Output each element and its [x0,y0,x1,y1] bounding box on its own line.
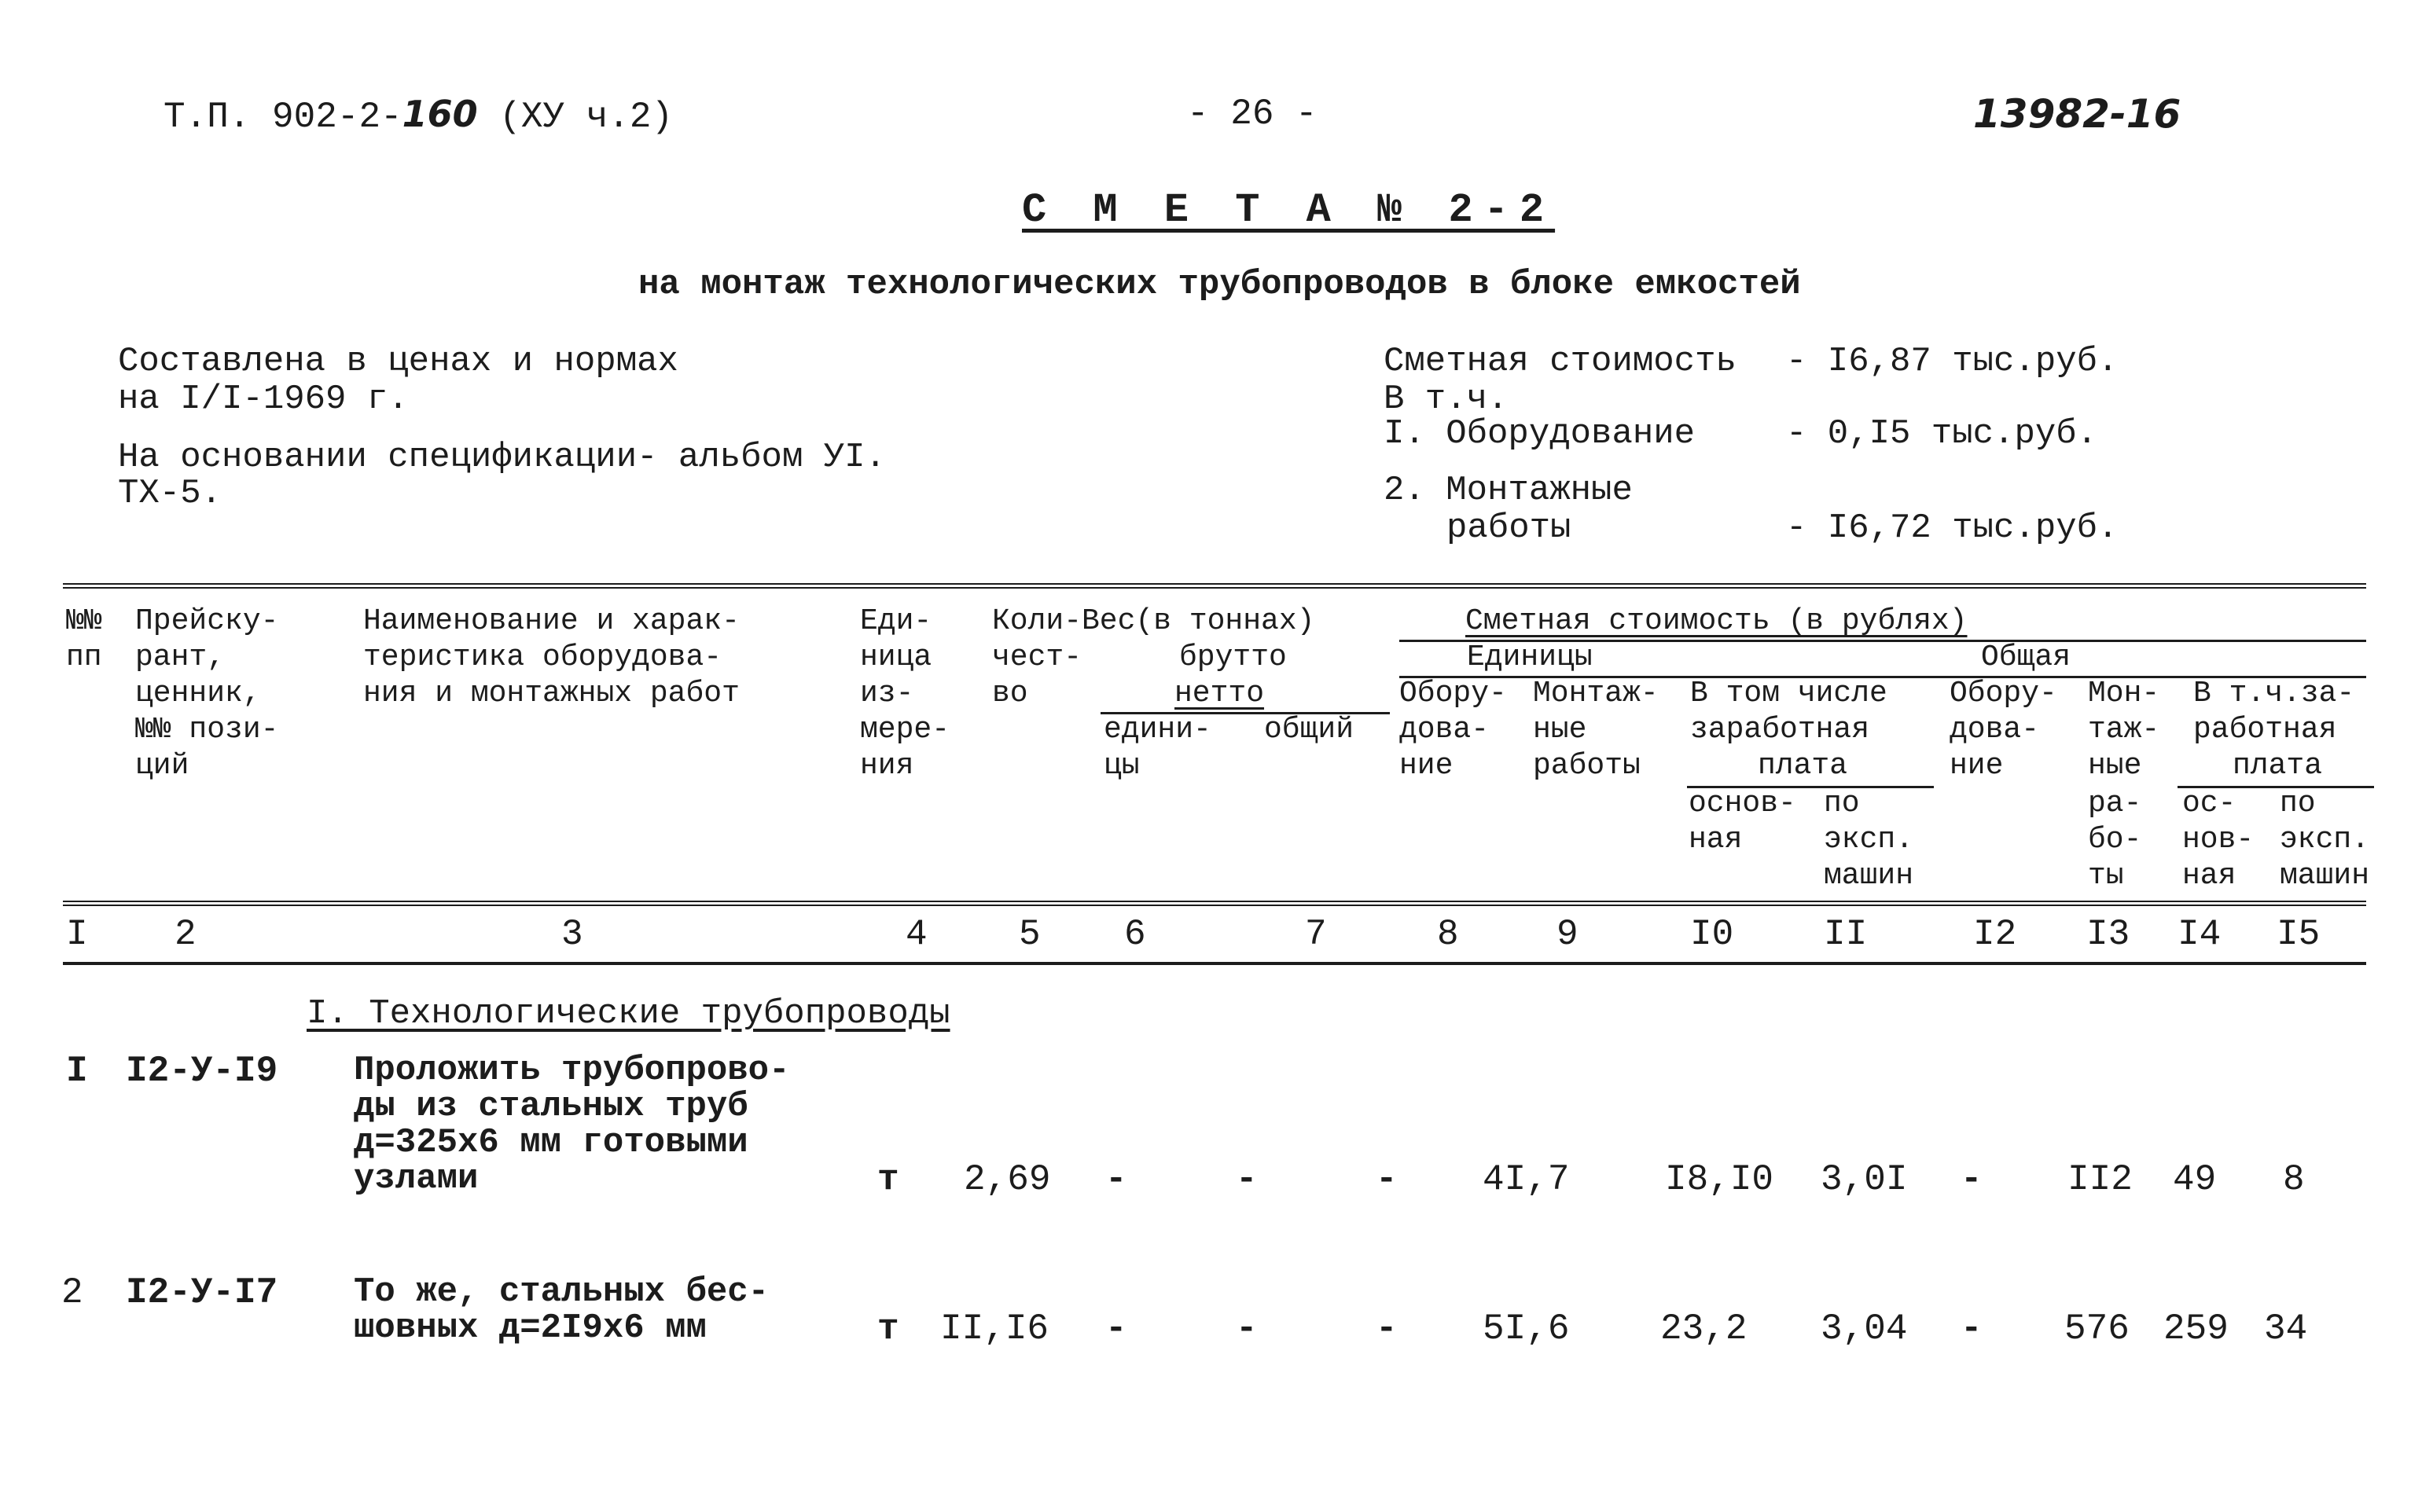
cost-label: Сметная стоимость [1384,342,1737,381]
header-t-basic-line2: нов- [2182,823,2255,857]
header-weight-title: Вес(в тоннах) [1082,604,1315,638]
row-t-mount: 576 [2064,1308,2130,1349]
row-t-basic: 259 [2163,1308,2229,1349]
row-t-mount: II2 [2067,1159,2133,1200]
row-no: I [66,1051,88,1092]
header-incl-line1: В том числе [1690,677,1887,710]
header-t-mount-line5: бо- [2088,823,2142,857]
row-exp: 3,04 [1821,1308,1908,1349]
header-t-incl-line3: плата [2233,749,2323,783]
page-number: - 26 - [1187,94,1318,134]
prices-basis-line2: на I/I-1969 г. [118,380,409,419]
header-t-exp-line2: эксп. [2280,823,2370,857]
header-t-mount-line2: таж- [2088,713,2160,747]
archive-stamp: 13982-16 [1973,91,2181,137]
colnum-10: I0 [1690,914,1734,955]
document-subtitle: на монтаж технологических трубопроводов в блоке емкостей [638,265,1801,304]
row-weight-unit: - [1105,1308,1127,1349]
header-mount-line1: Монтаж- [1533,677,1659,710]
row-unit: т [877,1308,899,1349]
row-qty: II,I6 [940,1308,1049,1349]
row-name-line2: ды из стальных труб [354,1087,748,1126]
header-col1-line1: №№ [66,604,102,638]
colnum-6: 6 [1124,914,1146,955]
header-col4-line5: ния [860,749,914,783]
header-col3-line1: Наименование и харак- [363,604,740,638]
header-basic-line1: основ- [1689,787,1796,820]
row-name-line1: То же, стальных бес- [354,1272,770,1312]
header-weight-total: общий [1264,713,1354,747]
spec-basis-line2: ТХ-5. [118,474,222,513]
doc-code-prefix: Т.П. 902-2- [164,97,402,138]
header-t-incl-line2: работная [2193,713,2337,747]
document-title: С М Е Т А № 2-2 [1022,187,1556,233]
row-basic: I8,I0 [1665,1159,1774,1200]
colnum-9: 9 [1556,914,1579,955]
table-top-rule [63,583,2366,589]
header-weight-brutto: брутто [1179,640,1287,674]
row-qty: 2,69 [964,1159,1051,1200]
equipment-cost-label: I. Оборудование [1384,414,1696,453]
colnum-13: I3 [2086,914,2130,955]
colnum-2: 2 [175,914,197,955]
header-col3-line3: ния и монтажных работ [363,677,740,710]
row-name-line1: Проложить трубопрово- [354,1051,790,1090]
header-equip-line1: Обору- [1399,677,1507,710]
header-col4-line2: ница [860,640,932,674]
row-name-line3: д=325х6 мм готовыми [354,1123,748,1162]
colnum-bottom-rule [63,962,2366,965]
row-name-line2: шовных д=2I9х6 мм [354,1308,707,1348]
row-equip: - [1376,1159,1398,1200]
header-bottom-rule [63,901,2366,906]
colnum-1: I [66,914,88,955]
row-exp: 3,0I [1821,1159,1908,1200]
header-weight-unit-line2: цы [1104,749,1140,783]
header-equip-line3: ние [1399,749,1454,783]
row-t-equip: - [1961,1308,1983,1349]
colnum-12: I2 [1973,914,2017,955]
header-col1-line2: пп [66,640,102,674]
row-weight-unit: - [1105,1159,1127,1200]
header-equip-line2: дова- [1399,713,1490,747]
spec-basis-line1: На основании спецификации- альбом УI. [118,438,886,477]
header-basic-line2: ная [1689,823,1743,857]
header-t-mount-line1: Мон- [2088,677,2160,710]
header-col3-line2: теристика оборудова- [363,640,722,674]
header-t-basic-line1: ос- [2182,787,2236,820]
header-incl-line3: плата [1758,749,1848,783]
header-col5-line3: во [992,677,1028,710]
mount-cost-label-2: работы [1446,508,1571,548]
header-col4-line1: Еди- [860,604,932,638]
doc-code-handwritten: 160 [402,93,478,135]
header-t-basic-line3: ная [2182,859,2236,893]
doc-code [164,93,674,138]
colnum-5: 5 [1019,914,1041,955]
header-col5-line1: Коли- [992,604,1082,638]
header-exp-line1: по [1824,787,1860,820]
colnum-11: II [1824,914,1868,955]
row-mount: 4I,7 [1483,1159,1570,1200]
row-mount: 5I,6 [1483,1308,1570,1349]
row-no: 2 [61,1272,83,1313]
colnum-14: I4 [2178,914,2222,955]
row-equip: - [1376,1308,1398,1349]
row-weight-total: - [1236,1308,1258,1349]
row-t-basic: 49 [2173,1159,2217,1200]
section-title: I. Технологические трубопроводы [307,994,950,1033]
header-col2-line2: рант, [135,640,226,674]
colnum-8: 8 [1437,914,1459,955]
header-t-equip-line2: дова- [1950,713,2040,747]
header-col2-line1: Прейску- [135,604,279,638]
header-t-mount-line6: ты [2088,859,2124,893]
row-code: I2-У-I7 [126,1272,278,1313]
row-t-exp: 34 [2264,1308,2308,1349]
cost-incl-label: В т.ч. [1384,380,1509,419]
colnum-15: I5 [2277,914,2321,955]
row-weight-total: - [1236,1159,1258,1200]
header-t-mount-line3: ные [2088,749,2142,783]
cost-value: - I6,87 тыс.руб. [1786,342,2119,381]
header-col4-line3: из- [860,677,914,710]
prices-basis-line1: Составлена в ценах и нормах [118,342,678,381]
header-t-exp-line1: по [2280,787,2316,820]
header-mount-line3: работы [1533,749,1641,783]
header-total-title: Общая [1981,640,2071,674]
header-col2-line3: ценник, [135,677,261,710]
header-t-incl-line1: В т.ч.за- [2193,677,2355,710]
header-unit-title: Единицы [1467,640,1593,674]
header-col4-line4: мере- [860,713,950,747]
header-t-mount-line4: ра- [2088,787,2142,820]
colnum-4: 4 [906,914,928,955]
colnum-3: 3 [561,914,583,955]
row-t-equip: - [1961,1159,1983,1200]
header-col5-line2: чест- [992,640,1082,674]
mount-cost-label-1: 2. Монтажные [1384,471,1633,510]
header-t-equip-line1: Обору- [1950,677,2057,710]
header-col2-line5: ций [135,749,189,783]
header-exp-line3: машин [1824,859,1914,893]
equipment-cost-value: - 0,I5 тыс.руб. [1786,414,2098,453]
mount-cost-value: - I6,72 тыс.руб. [1786,508,2119,548]
header-col2-line4: №№ пози- [135,713,279,747]
row-unit: т [877,1159,899,1200]
row-t-exp: 8 [2283,1159,2305,1200]
row-code: I2-У-I9 [126,1051,278,1092]
colnum-7: 7 [1305,914,1327,955]
header-t-equip-line3: ние [1950,749,2004,783]
header-incl-line2: заработная [1690,713,1870,747]
header-cost-title: Сметная стоимость (в рублях) [1465,604,1968,638]
header-weight-unit-line1: едини- [1104,713,1211,747]
header-weight-netto: нетто [1174,677,1265,710]
header-mount-line2: ные [1533,713,1587,747]
header-t-exp-line3: машин [2280,859,2370,893]
row-name-line4: узлами [354,1159,479,1198]
row-basic: 23,2 [1660,1308,1748,1349]
header-exp-line2: эксп. [1824,823,1914,857]
doc-code-suffix: (ХУ ч.2) [499,97,674,138]
